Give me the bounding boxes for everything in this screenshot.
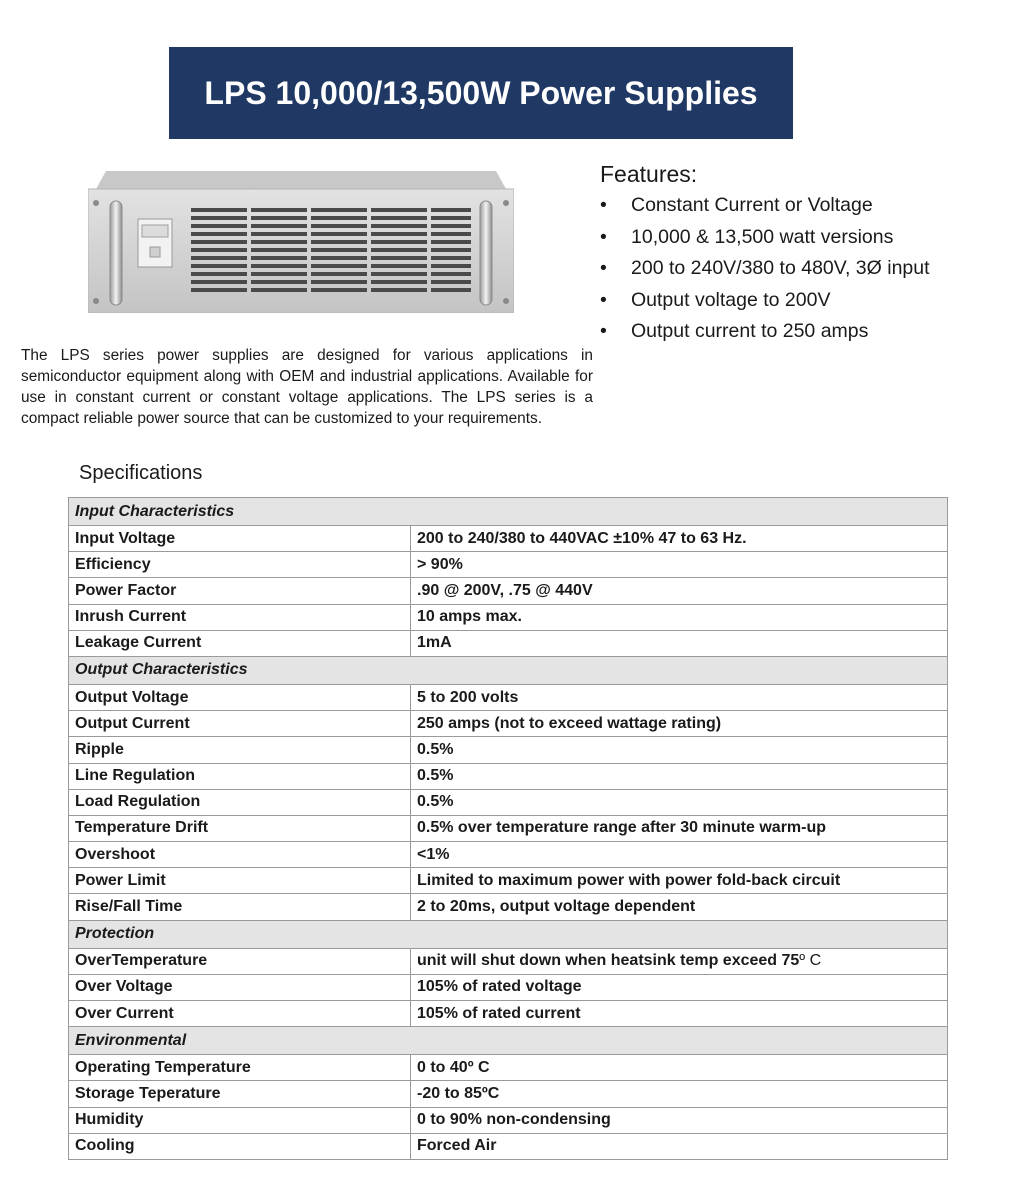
spec-value: <1% [411,842,948,868]
spec-value: 250 amps (not to exceed wattage rating) [411,711,948,737]
spec-value: Forced Air [411,1133,948,1159]
bullet-icon: • [600,225,607,248]
table-row [69,1055,948,1081]
table-row [69,868,948,894]
spec-value: unit will shut down when heatsink temp exceed 75º C [411,948,948,974]
spec-label: Over Voltage [69,974,411,1000]
bullet-icon: • [600,320,607,342]
features-panel [600,161,930,352]
section-title: Output Characteristics [69,656,948,684]
spec-label: OverTemperature [69,948,411,974]
table-row [69,552,948,578]
table-row [69,737,948,763]
title-banner [169,47,793,139]
spec-value: 5 to 200 volts [411,684,948,710]
specifications-table [68,497,948,1160]
spec-value: .90 @ 200V, .75 @ 440V [411,578,948,604]
spec-label: Line Regulation [69,763,411,789]
spec-value: > 90% [411,552,948,578]
feature-item: • 10,000 & 13,500 watt versions [600,225,894,248]
spec-label: Efficiency [69,552,411,578]
spec-label: Load Regulation [69,789,411,815]
spec-value: 105% of rated current [411,1001,948,1027]
table-row [69,974,948,1000]
table-row [69,789,948,815]
table-row [69,763,948,789]
table-row [69,842,948,868]
bullet-icon: • [600,288,607,311]
spec-value: 2 to 20ms, output voltage dependent [411,894,948,920]
spec-label: Humidity [69,1107,411,1133]
spec-label: Leakage Current [69,630,411,656]
spec-label: Over Current [69,1001,411,1027]
spec-label: Operating Temperature [69,1055,411,1081]
table-row [69,578,948,604]
bullet-icon: • [600,257,607,279]
spec-value: 0 to 40º C [411,1055,948,1081]
table-section-header [69,1027,948,1055]
specifications-heading: Specifications [79,462,203,484]
spec-label: Storage Teperature [69,1081,411,1107]
spec-label: Power Factor [69,578,411,604]
features-heading: Features: [600,161,698,187]
table-section-header [69,656,948,684]
spec-label: Temperature Drift [69,815,411,841]
table-section-header [69,920,948,948]
spec-value: 0 to 90% non-condensing [411,1107,948,1133]
section-title: Input Characteristics [69,498,948,526]
spec-value: 1mA [411,630,948,656]
feature-item: • Output current to 250 amps [600,320,869,342]
spec-value: 0.5% over temperature range after 30 minute warm-up [411,815,948,841]
feature-item: • Constant Current or Voltage [600,194,873,216]
table-row [69,684,948,710]
spec-label: Cooling [69,1133,411,1159]
table-row [69,630,948,656]
feature-item: • Output voltage to 200V [600,288,831,311]
temperature-unit: º C [799,952,822,970]
features-list [600,194,930,352]
spec-label: Ripple [69,737,411,763]
spec-label: Power Limit [69,868,411,894]
spec-label: Output Voltage [69,684,411,710]
bullet-icon: • [600,194,607,216]
product-photo [88,163,514,313]
table-row [69,948,948,974]
table-row [69,815,948,841]
section-title: Environmental [69,1027,948,1055]
spec-value: 0.5% [411,789,948,815]
spec-label: Overshoot [69,842,411,868]
product-description: The LPS series power supplies are designed for various applications in semiconductor equipment along with OEM and industrial applications. Available for use in constant current or constant voltage applications. The LPS series is a compact reliable power source that can be customized to your requirements. [21,347,593,427]
table-row [69,1107,948,1133]
spec-label: Inrush Current [69,604,411,630]
spec-value: 0.5% [411,763,948,789]
table-row [69,894,948,920]
spec-label: Output Current [69,711,411,737]
spec-value: 105% of rated voltage [411,974,948,1000]
feature-item: • 200 to 240V/380 to 480V, 3Ø input [600,257,930,279]
spec-label: Input Voltage [69,526,411,552]
table-row [69,1081,948,1107]
table-row [69,1001,948,1027]
section-title: Protection [69,920,948,948]
spec-label: Rise/Fall Time [69,894,411,920]
spec-value: 200 to 240/380 to 440VAC ±10% 47 to 63 Hz. [411,526,948,552]
table-section-header [69,498,948,526]
table-row [69,526,948,552]
table-row [69,1133,948,1159]
table-row [69,604,948,630]
spec-value: Limited to maximum power with power fold-back circuit [411,868,948,894]
table-row [69,711,948,737]
page-title: LPS 10,000/13,500W Power Supplies [204,74,758,111]
spec-value: -20 to 85ºC [411,1081,948,1107]
spec-value: 10 amps max. [411,604,948,630]
spec-value: 0.5% [411,737,948,763]
